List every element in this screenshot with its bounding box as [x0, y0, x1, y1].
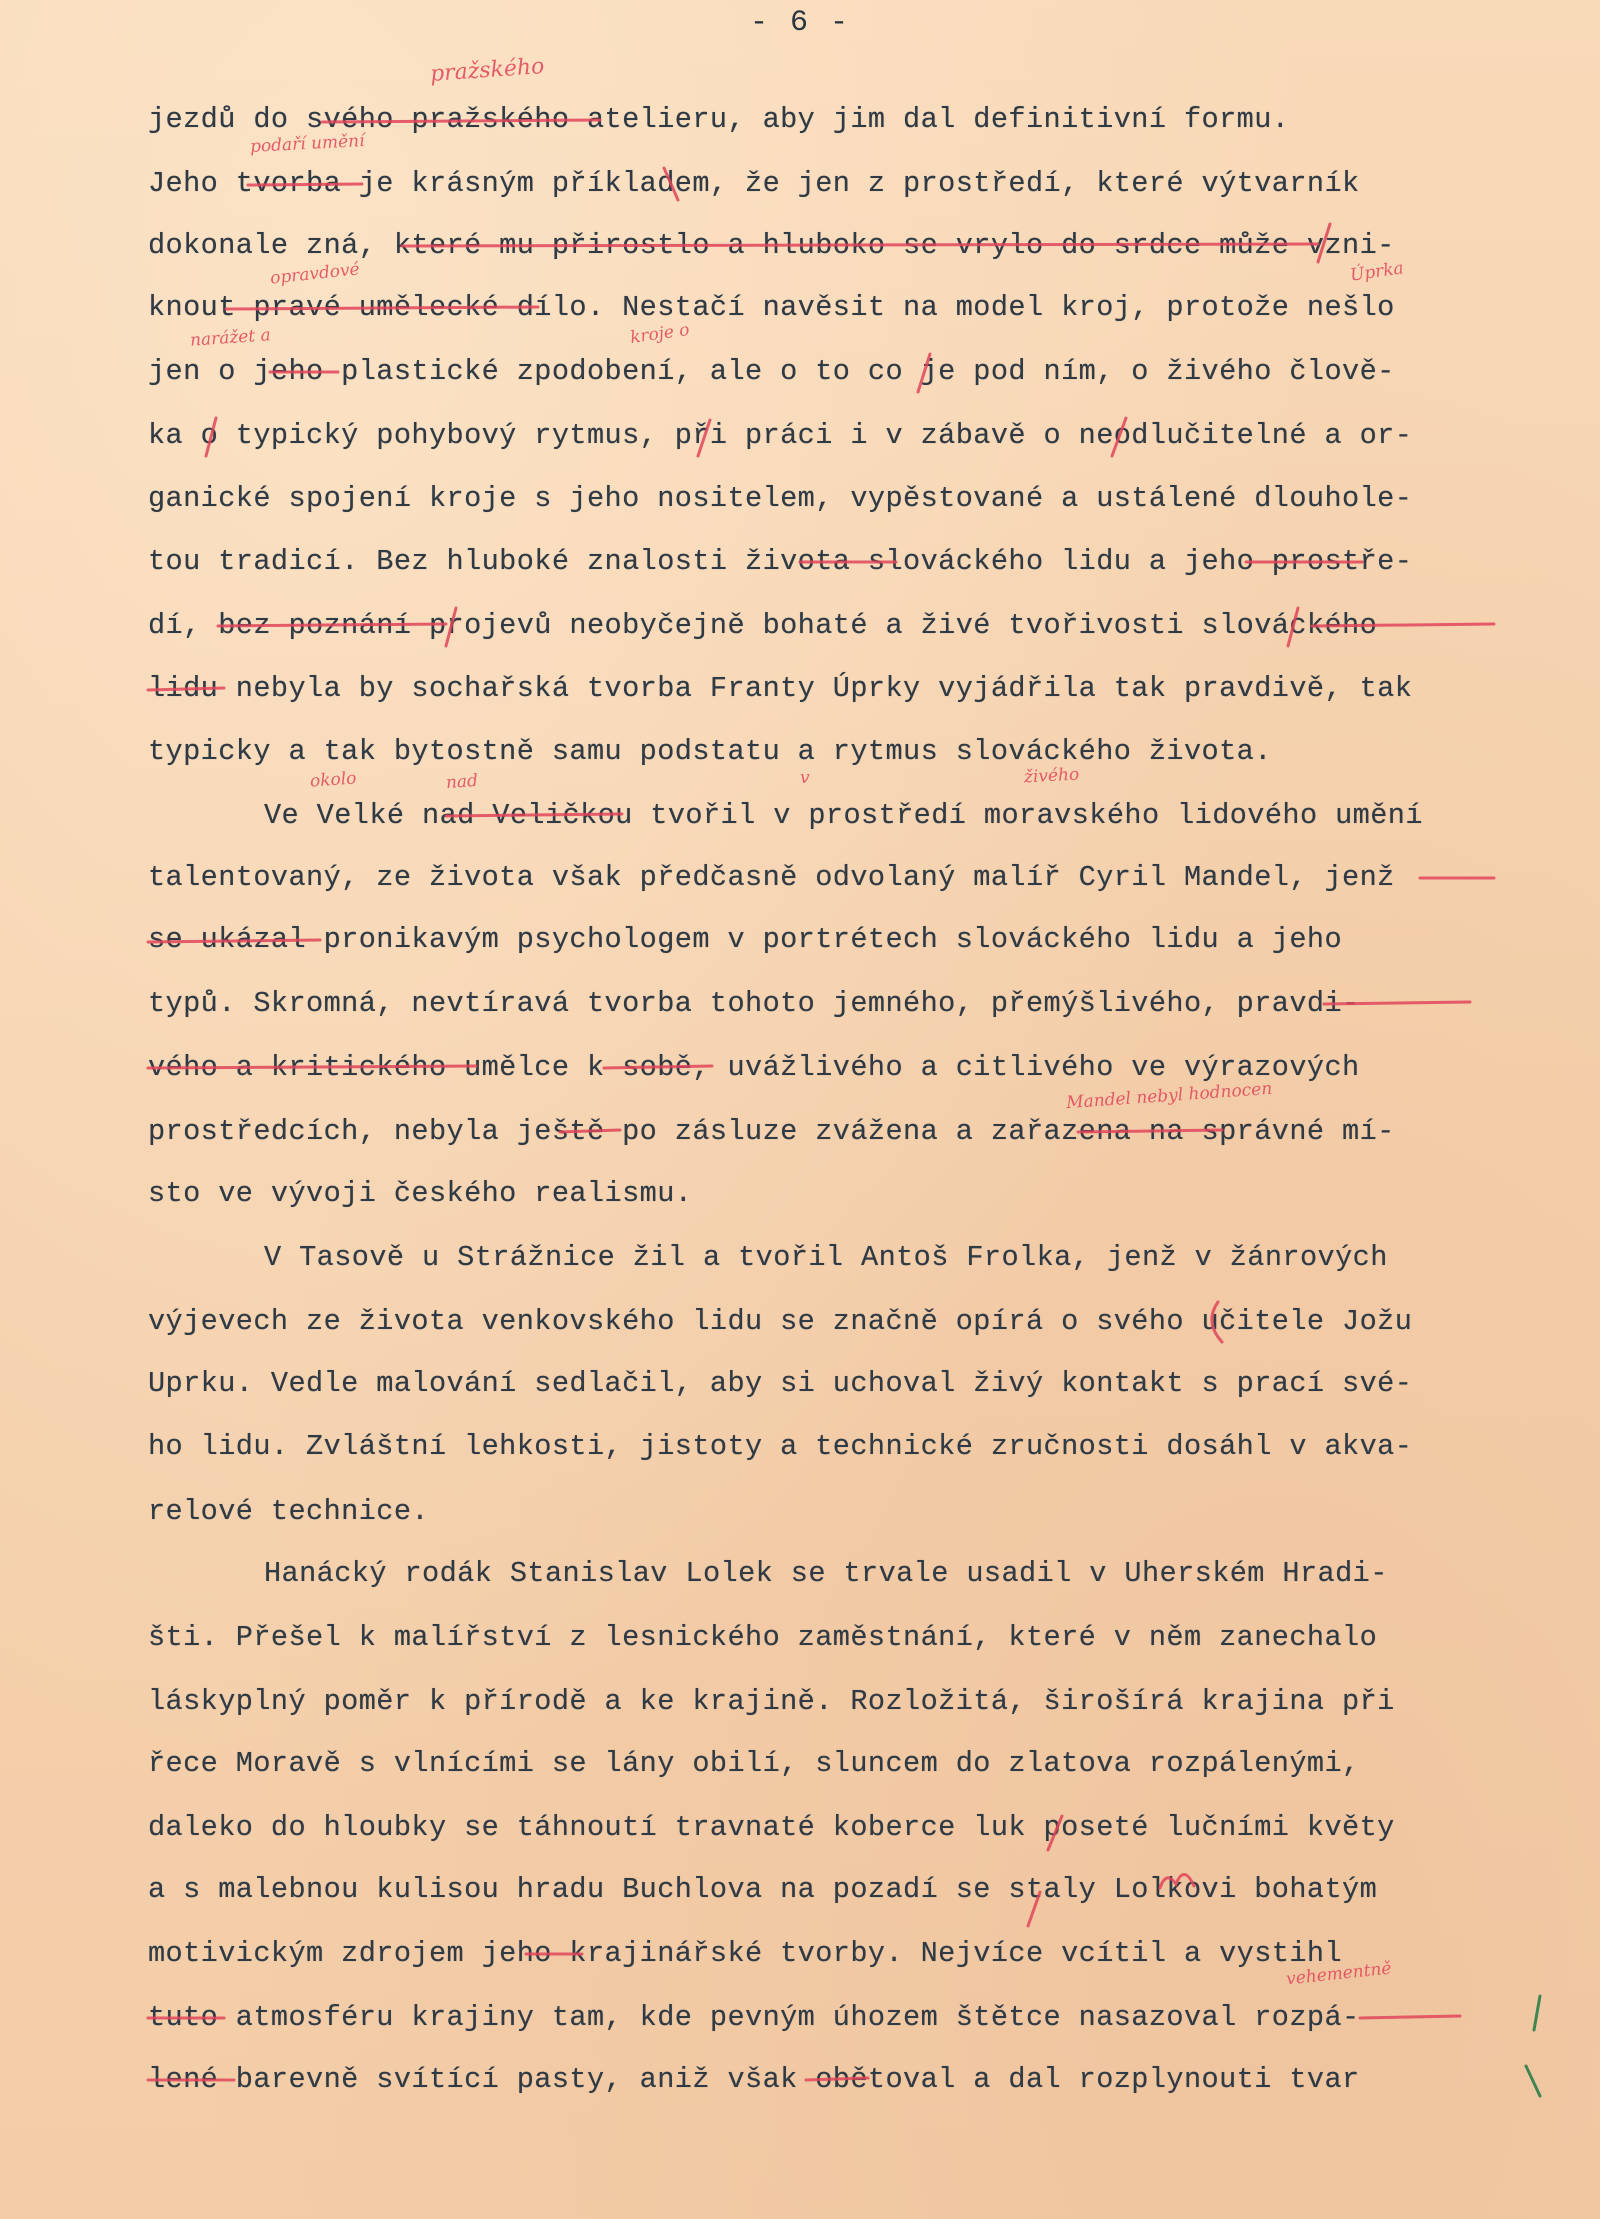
- slash-mark: [1318, 224, 1330, 262]
- text-line: řece Moravě s vlnícími se lány obilí, sluncem do zlatova rozpálenými,: [148, 1747, 1360, 1780]
- strike-mark: [148, 688, 224, 690]
- slash-mark: [1288, 608, 1298, 646]
- slash-mark: [918, 354, 930, 392]
- strike-mark: [402, 244, 1318, 246]
- text-line: sto ve vývoji českého realismu.: [148, 1177, 693, 1210]
- text-line: ganické spojení kroje s jeho nositelem, vypěstované a ustálené dlouhole-: [148, 482, 1413, 515]
- correction-mark: [1160, 1874, 1194, 1888]
- slash-mark: [1048, 1816, 1062, 1850]
- slash-mark: [206, 418, 216, 456]
- text-line: V Tasově u Strážnice žil a tvořil Antoš Frolka, jenž v žánrových: [264, 1241, 1388, 1274]
- handwritten-annotation: Úprka: [1348, 258, 1405, 286]
- text-line: ho lidu. Zvláštní lehkosti, jistoty a technické zručnosti dosáhl v akva-: [148, 1430, 1413, 1463]
- strike-mark: [148, 940, 320, 942]
- text-line: relové technice.: [148, 1495, 429, 1528]
- handwritten-annotation: vehementně: [1285, 1958, 1393, 1990]
- strike-mark: [1312, 624, 1494, 626]
- text-line: dokonale zná, které mu přirostlo a hluboko se vrylo do srdce může vzni-: [148, 229, 1395, 262]
- green-mark: [1534, 1996, 1540, 2030]
- text-line: výjevech ze života venkovského lidu se značně opírá o svého učitele Jožu: [148, 1305, 1413, 1338]
- handwritten-annotation: pražského: [429, 54, 546, 87]
- handwritten-annotation: okolo: [309, 768, 358, 792]
- bracket-mark: [1212, 1302, 1222, 1342]
- green-mark: [1526, 2066, 1540, 2096]
- page-number: - 6 -: [749, 6, 850, 40]
- strike-mark: [806, 2078, 868, 2080]
- strike-mark: [248, 184, 362, 185]
- text-line: jezdů do svého pražského atelieru, aby jim dal definitivní formu.: [148, 103, 1290, 136]
- strike-mark: [1360, 2016, 1460, 2018]
- slash-mark: [1028, 1892, 1040, 1926]
- handwritten-annotation: živého: [1023, 764, 1080, 788]
- handwritten-annotation: v: [800, 768, 810, 788]
- text-line: lené barevně svítící pasty, aniž však obětoval a dal rozplynouti tvar: [148, 2063, 1360, 2096]
- slash-mark: [698, 420, 710, 456]
- handwritten-annotation: kroje o: [628, 319, 691, 349]
- handwritten-annotation: nad: [445, 770, 479, 794]
- strike-mark: [560, 1130, 620, 1132]
- text-line: šti. Přešel k malířství z lesnického zaměstnání, které v něm zanechalo: [148, 1621, 1378, 1654]
- text-line: láskyplný poměr k přírodě a ke krajině. Rozložitá, širošírá krajina při: [148, 1685, 1395, 1718]
- strike-mark: [1078, 1130, 1222, 1132]
- text-line: ka o typický pohybový rytmus, při práci i v zábavě o neodlučitelné a or-: [148, 419, 1413, 452]
- text-line: lidu nebyla by sochařská tvorba Franty Úprky vyjádřila tak pravdivě, tak: [148, 672, 1413, 705]
- handwritten-annotation: Mandel nebyl hodnocen: [1065, 1078, 1273, 1114]
- strike-mark: [148, 1066, 476, 1068]
- strike-mark: [226, 307, 538, 309]
- slash-mark: [446, 608, 456, 646]
- text-line: dí, bez poznání projevů neobyčejně bohaté a živé tvořivosti slováckého: [148, 609, 1378, 642]
- text-line: Jeho tvorba je krásným příkladem, že jen z prostředí, které výtvarník: [148, 167, 1360, 200]
- text-line: Hanácký rodák Stanislav Lolek se trvale usadil v Uherském Hradi-: [264, 1557, 1388, 1590]
- text-line: tuto atmosféru krajiny tam, kde pevným úhozem štětce nasazoval rozpá-: [148, 2001, 1360, 2034]
- text-line: motivickým zdrojem jeho krajinářské tvorby. Nejvíce vcítil a vystihl: [148, 1937, 1343, 1970]
- text-line: talentovaný, ze života však předčasně odvolaný malíř Cyril Mandel, jenž: [148, 861, 1395, 894]
- slash-mark: [1112, 418, 1126, 456]
- text-line: knout pravé umělecké dílo. Nestačí navěsit na model kroj, protože nešlo: [148, 291, 1395, 324]
- strike-mark: [322, 120, 600, 122]
- text-line: a s malebnou kulisou hradu Buchlova na pozadí se staly Lolkovi bohatým: [148, 1873, 1378, 1906]
- handwritten-annotation: opravdové: [269, 259, 361, 289]
- text-line: vého a kritického umělce k sobě, uvážlivého a citlivého ve výrazových: [148, 1051, 1360, 1084]
- text-line: typicky a tak bytostně samu podstatu a rytmus slováckého života.: [148, 735, 1272, 768]
- strike-mark: [1324, 1002, 1470, 1004]
- strike-mark: [446, 814, 622, 816]
- text-line: jen o jeho plastické zpodobení, ale o to co je pod ním, o živého člově-: [148, 355, 1395, 388]
- strike-mark: [664, 168, 678, 200]
- text-line: typů. Skromná, nevtíravá tvorba tohoto jemného, přemýšlivého, pravdi-: [148, 987, 1360, 1020]
- text-line: prostředcích, nebyla ještě po zásluze zvážena a zařazena na správné mí-: [148, 1115, 1395, 1148]
- strike-mark: [218, 624, 446, 626]
- text-line: Uprku. Vedle malování sedlačil, aby si uchoval živý kontakt s prací své-: [148, 1367, 1413, 1400]
- text-line: daleko do hloubky se táhnoutí travnaté koberce luk poseté lučními květy: [148, 1811, 1395, 1844]
- handwritten-annotation: narážet a: [189, 325, 272, 351]
- text-line: se ukázal pronikavým psychologem v portrétech slováckého lidu a jeho: [148, 923, 1343, 956]
- text-line: Ve Velké nad Veličkou tvořil v prostředí moravského lidového umění: [264, 799, 1423, 832]
- text-line: tou tradicí. Bez hluboké znalosti života slováckého lidu a jeho prostře-: [148, 545, 1413, 578]
- handwritten-annotation: podaří umění: [249, 131, 366, 157]
- strike-mark: [604, 1066, 712, 1068]
